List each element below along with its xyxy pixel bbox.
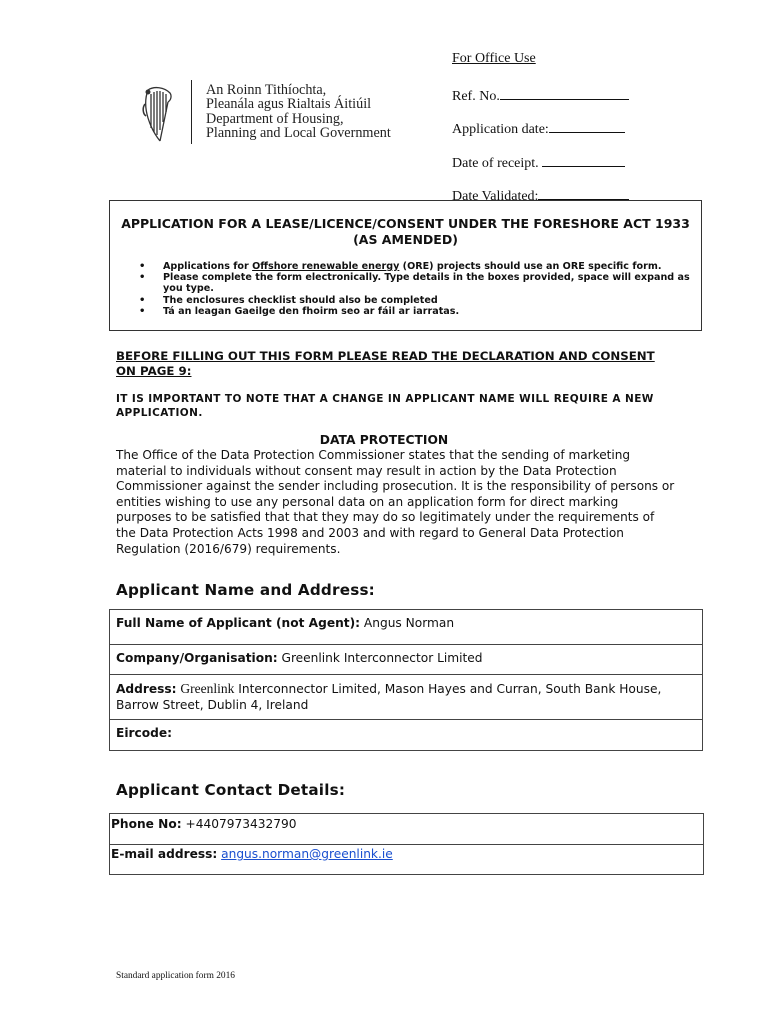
email-row[interactable] [110,845,703,875]
instruction-item: • The enclosures checklist should also be completed [136,295,696,306]
applicant-name-form [109,609,703,751]
phone-value[interactable]: +4407973432790 [185,817,297,831]
address-label: Address: [116,682,177,696]
email-label: E-mail address: [111,847,218,861]
full-name-label: Full Name of Applicant (not Agent): [116,616,361,630]
logo-line-3: Department of Housing, [206,111,344,127]
read-declaration-notice: BEFORE FILLING OUT THIS FORM PLEASE READ THE DECLARATION AND CONSENT ON PAGE 9: [116,349,655,378]
full-name-row[interactable] [110,610,702,645]
contact-form [109,813,704,875]
phone-row[interactable] [110,814,703,845]
date-validated-line [538,186,629,200]
contact-section-title: Applicant Contact Details: [116,781,346,799]
application-date-line [549,119,625,133]
ore-link[interactable]: Offshore renewable energy [252,261,400,272]
instruction-text: Applications for [163,261,253,272]
instruction-text: (ORE) projects should use an ORE specific form. [399,261,662,272]
logo-line-1: An Roinn Tithíochta, [206,82,327,98]
date-of-receipt-field [452,153,625,172]
logo-line-2: Pleanála agus Rialtais Áitiúil [206,96,372,112]
address-value-rest: Interconnector Limited, Mason Hayes and Curran, South Bank House, Barrow Street, Dublin 4, Ireland [116,682,662,712]
address-row[interactable] [110,675,702,720]
harp-emblem-icon [142,84,174,144]
date-of-receipt-label: Date of receipt. [452,156,539,171]
ref-no-field [452,86,629,105]
company-value[interactable]: Greenlink Interconnector Limited [281,651,483,665]
company-label: Company/Organisation: [116,651,278,665]
address-value[interactable] [116,682,661,712]
instruction-item: • Please complete the form electronically. Type details in the boxes provided, space will expand as you type. [136,272,696,294]
application-date-field [452,119,625,138]
address-value-first: Greenlink [180,681,235,696]
ref-no-label: Ref. No. [452,89,500,104]
logo-line-4: Planning and Local Government [206,125,391,141]
instructions-list [136,261,696,317]
applicant-name-section-title: Applicant Name and Address: [116,581,375,599]
application-title: APPLICATION FOR A LEASE/LICENCE/CONSENT UNDER THE FORESHORE ACT 1933 (AS AMENDED) [121,216,690,247]
date-of-receipt-line [542,153,625,167]
ref-no-line [500,86,629,100]
logo-divider [191,80,192,144]
data-protection-body: The Office of the Data Protection Commissioner states that the sending of marketing material to individuals without consent may result in action by the Data Protection Commissioner against the sender including prosecution. It is the responsibility of persons or entities wishing to use any personal data on an application form for direct marking purposes to be satisfied that that they may do so legitimately under the requirements of the Data Protection Acts 1998 and 2003 and with regard to General Data Protection Regulation (2016/679) requirements. [116,448,675,556]
email-link[interactable]: angus.norman@greenlink.ie [221,847,393,861]
eircode-label: Eircode: [116,726,172,740]
date-validated-label: Date Validated: [452,189,539,204]
name-change-notice: IT IS IMPORTANT TO NOTE THAT A CHANGE IN APPLICANT NAME WILL REQUIRE A NEW APPLICATION. [116,393,654,419]
application-date-label: Application date: [452,122,549,137]
phone-label: Phone No: [111,817,182,831]
eircode-row[interactable] [110,720,702,750]
data-protection-title: DATA PROTECTION [319,433,449,447]
company-row[interactable] [110,645,702,675]
instruction-item: • Tá an leagan Gaeilge den fhoirm seo ar fáil ar iarratas. [136,306,696,317]
full-name-value[interactable]: Angus Norman [363,616,455,630]
instruction-item [136,261,696,272]
office-use-title: For Office Use [452,51,536,66]
form-footer: Standard application form 2016 [116,971,235,981]
